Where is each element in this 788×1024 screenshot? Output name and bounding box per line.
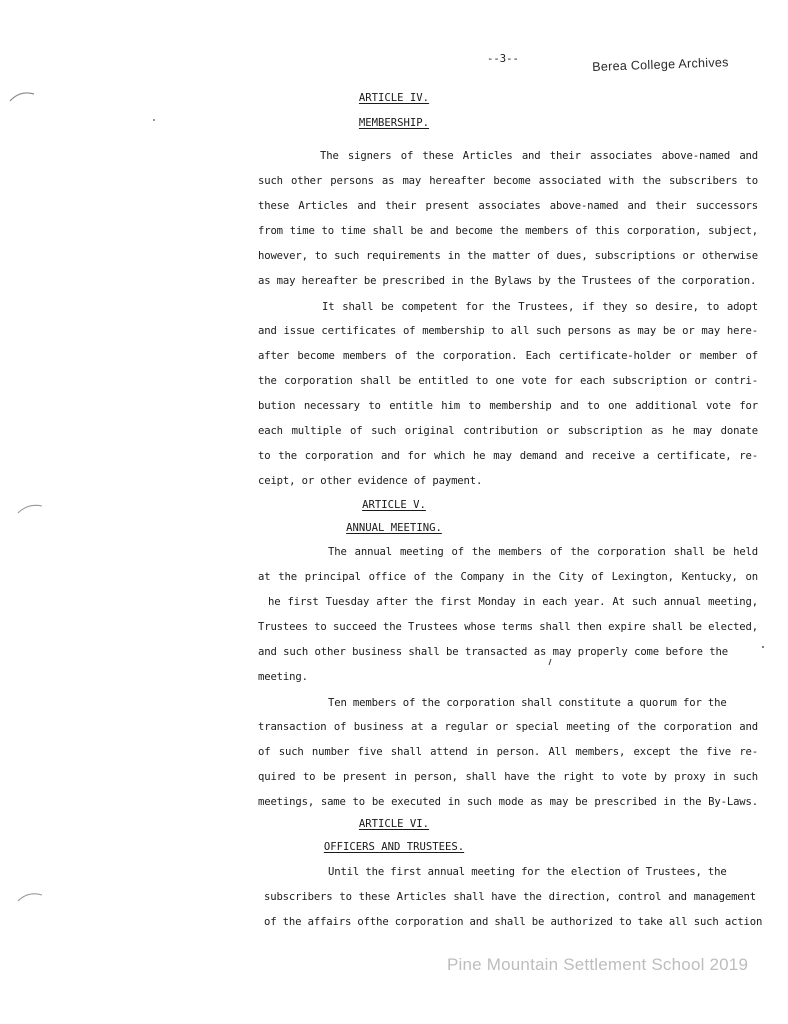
text-line: meeting. — [258, 671, 308, 683]
text-line: of such number five shall attend in person. All members, except the five re- — [258, 746, 758, 758]
text-line: and such other business shall be transacted as may properly come before the — [258, 646, 728, 658]
archive-stamp: Berea College Archives — [592, 55, 729, 74]
scan-speck — [761, 645, 765, 649]
text-line: from time to time shall be and become the members of this corporation, subject, — [258, 225, 758, 237]
text-line: at the principal office of the Company in the City of Lexington, Kentucky, on — [258, 571, 758, 583]
text-line: quired to be present in person, shall have the right to vote by proxy in such — [258, 771, 758, 783]
text-line: The annual meeting of the members of the corporation shall be held — [328, 546, 758, 558]
text-line: meetings, same to be executed in such mode as may be prescribed in the By-Laws. — [258, 796, 758, 808]
text-line: It shall be competent for the Trustees, if they so desire, to adopt — [322, 301, 758, 313]
article-subheading: MEMBERSHIP. — [358, 117, 430, 129]
text-line: after become members of the corporation. Each certificate-holder or member of — [258, 350, 758, 362]
text-line: ceipt, or other evidence of payment. — [258, 475, 483, 487]
text-line: these Articles and their present associates above-named and their successors — [258, 200, 758, 212]
text-line: each multiple of such original contribution or subscription as he may donate — [258, 425, 758, 437]
page-number: --3-- — [487, 53, 519, 65]
scan-mark — [16, 888, 46, 904]
text-line: Ten members of the corporation shall constitute a quorum for the — [328, 697, 727, 709]
watermark: Pine Mountain Settlement School 2019 — [447, 955, 749, 974]
text-line: The signers of these Articles and their associates above-named and — [320, 150, 758, 162]
text-line: however, to such requirements in the matter of dues, subscriptions or otherwise — [258, 250, 758, 262]
text-line: of the affairs ofthe corporation and shall be authorized to take all such action — [264, 916, 763, 928]
text-line: the corporation shall be entitled to one vote for each subscription or contri- — [258, 375, 758, 387]
text-line: he first Tuesday after the first Monday in each year. At such annual meeting, — [268, 596, 758, 608]
article-heading: ARTICLE VI. — [358, 818, 430, 830]
article-heading: ARTICLE V. — [362, 499, 426, 511]
text-line: such other persons as may hereafter become associated with the subscribers to — [258, 175, 758, 187]
article-subheading: OFFICERS AND TRUSTEES. — [323, 841, 465, 853]
text-line: and issue certificates of membership to all such persons as may be or may here- — [258, 325, 758, 337]
text-line: subscribers to these Articles shall have the direction, control and management — [264, 891, 756, 903]
text-line: as may hereafter be prescribed in the Bylaws by the Trustees of the corporation. — [258, 275, 757, 287]
text-line: transaction of business at a regular or special meeting of the corporation and — [258, 721, 758, 733]
text-line: bution necessary to entitle him to membership and to one additional vote for — [258, 400, 758, 412]
scan-speck — [548, 658, 552, 666]
text-line: Until the first annual meeting for the election of Trustees, the — [328, 866, 727, 878]
text-line: to the corporation and for which he may demand and receive a certificate, re- — [258, 450, 758, 462]
article-subheading: ANNUAL MEETING. — [346, 522, 442, 534]
text-line: Trustees to succeed the Trustees whose terms shall then expire shall be elected, — [258, 621, 758, 633]
article-heading: ARTICLE IV. — [358, 92, 430, 104]
